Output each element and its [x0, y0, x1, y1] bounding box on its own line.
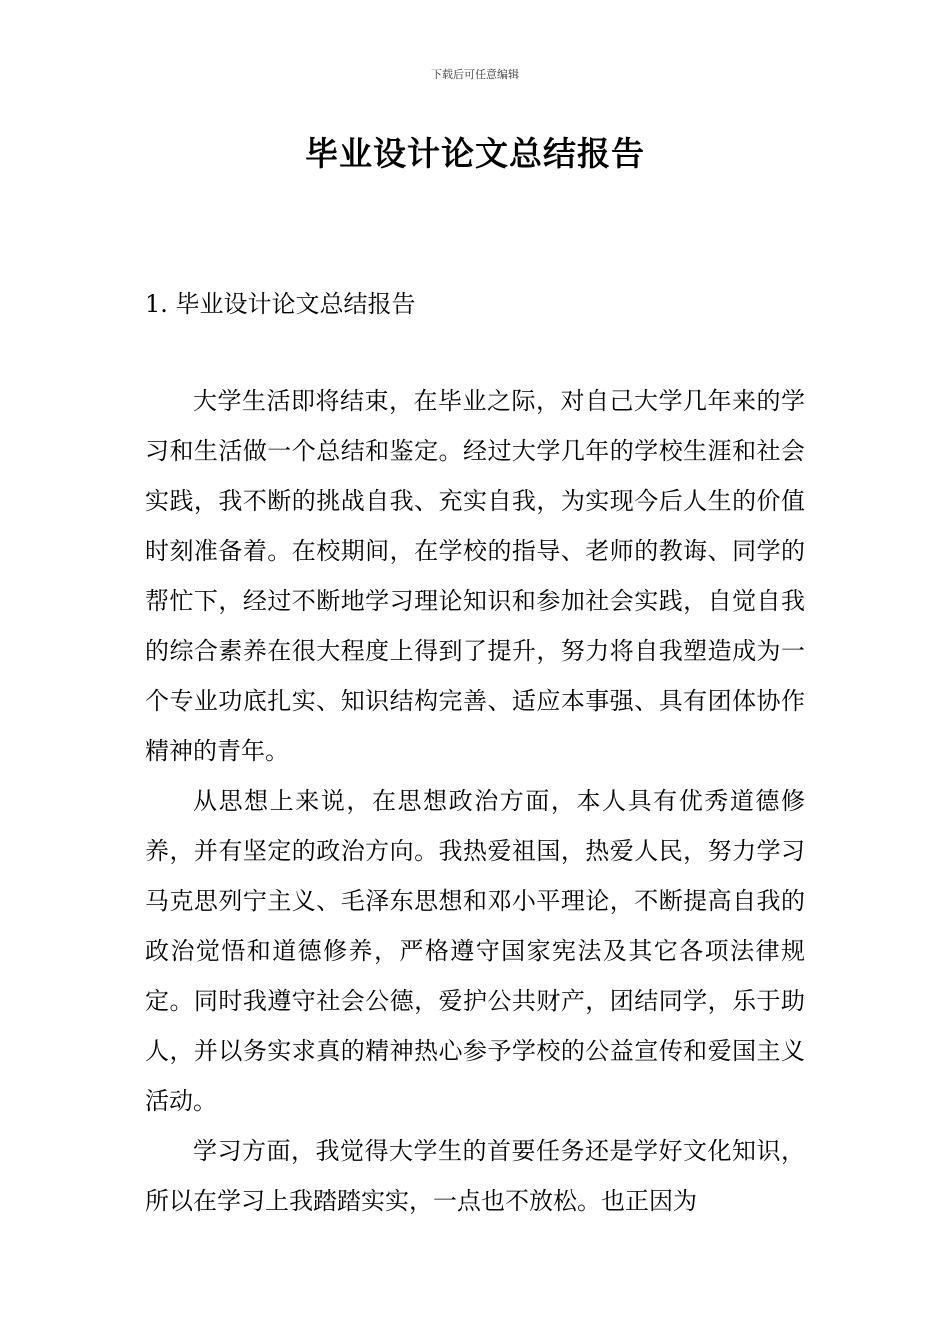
document-title: 毕业设计论文总结报告: [305, 134, 645, 173]
document-body: [145, 376, 805, 1226]
header-note: 下载后可任意编辑: [431, 68, 519, 81]
paragraph: 大学生活即将结束，在毕业之际，对自己大学几年来的学习和生活做一个总结和鉴定。经过大学几年的学校生涯和社会实践，我不断的挑战自我、充实自我，为实现今后人生的价值时刻准备着。在校期间，在学校的指导、老师的教诲、同学的帮忙下，经过不断地学习理论知识和参加社会实践，自觉自我的综合素养在很大程度上得到了提升，努力将自我塑造成为一个专业功底扎实、知识结构完善、适应本事强、具有团体协作精神的青年。: [145, 387, 805, 765]
paragraph: 从思想上来说，在思想政治方面，本人具有优秀道德修养，并有坚定的政治方向。我热爱祖国，热爱人民，努力学习马克思列宁主义、毛泽东思想和邓小平理论，不断提高自我的政治觉悟和道德修养，严格遵守国家宪法及其它各项法律规定。同时我遵守社会公德，爱护公共财产，团结同学，乐于助人，并以务实求真的精神热心参予学校的公益宣传和爱国主义活动。: [145, 787, 805, 1115]
paragraph: 学习方面，我觉得大学生的首要任务还是学好文化知识，所以在学习上我踏踏实实，一点也不放松。也正因为: [145, 1137, 805, 1215]
section-heading: 1. 毕业设计论文总结报告: [145, 290, 416, 318]
